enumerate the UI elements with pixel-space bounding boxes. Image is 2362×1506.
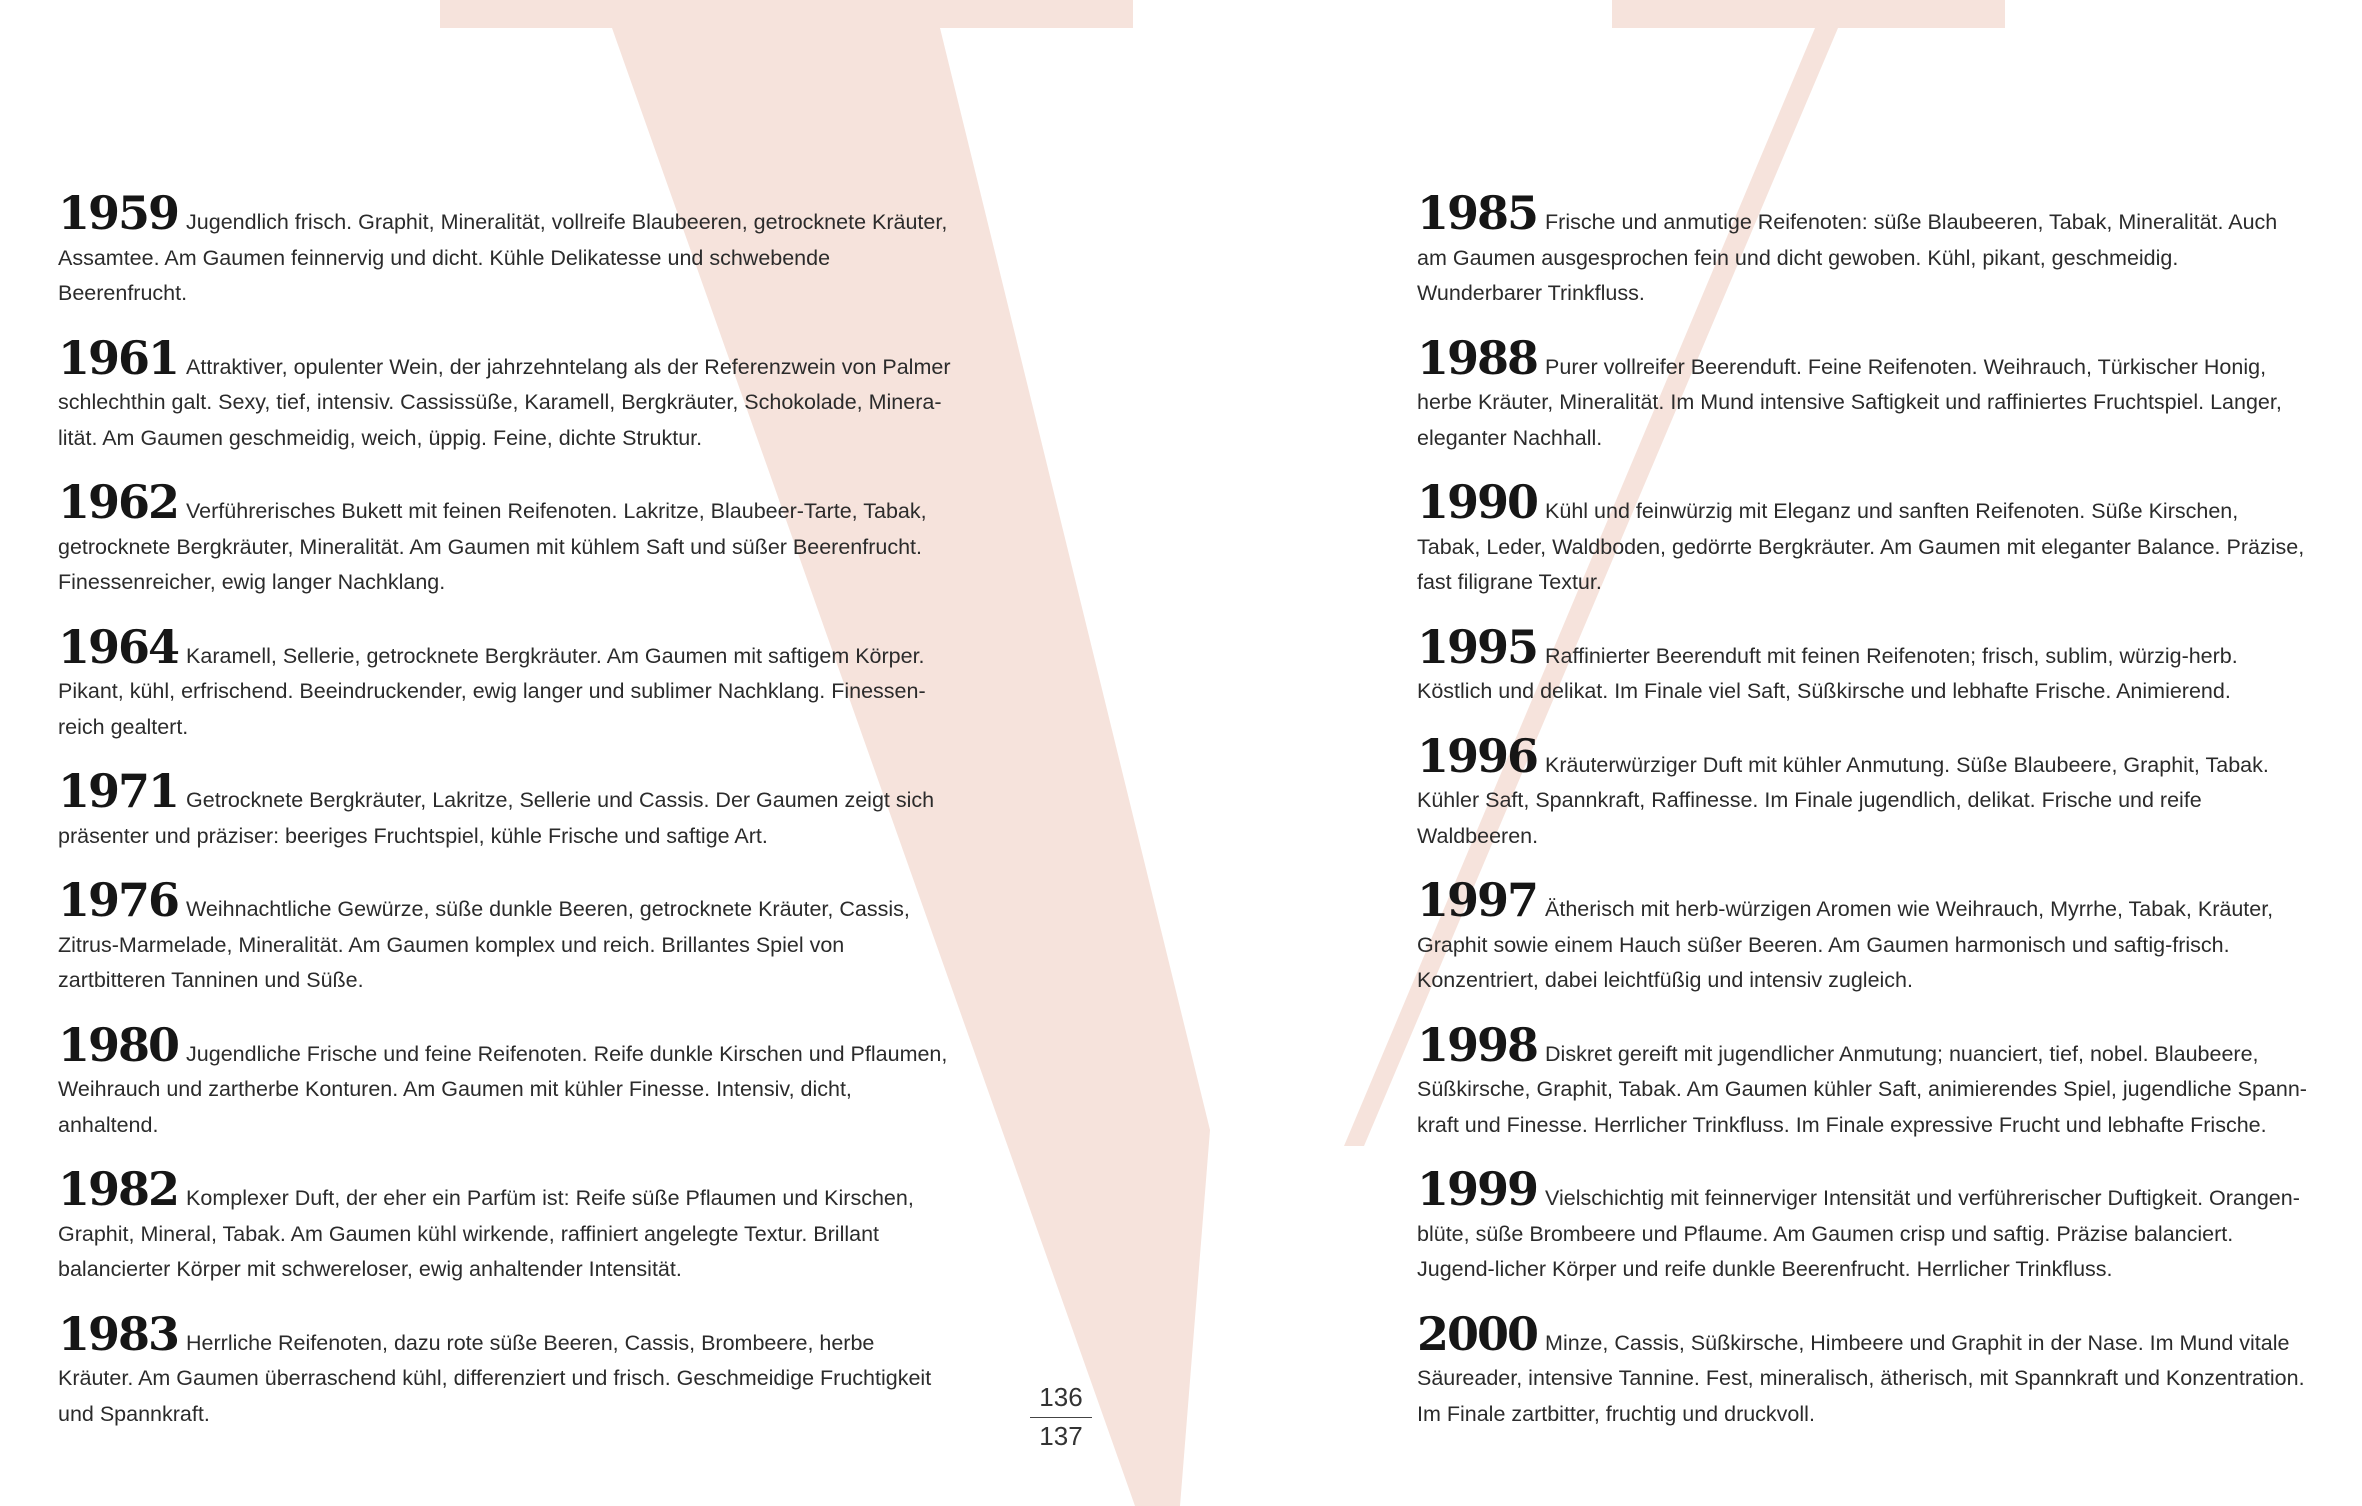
vintage-year: 1999 bbox=[1417, 1162, 1538, 1216]
right-page-column bbox=[1417, 186, 2307, 1461]
tasting-note: Minze, Cassis, Süßkirsche, Himbeere und Graphit in der Nase. Im Mund vitale Säureader, intensive Tannine. Fest, mineralisch, ätherisch, mit Spannkraft und Konzentration. Im Finale zartbitter, fruchtig und druckvoll. bbox=[1417, 1330, 2305, 1426]
vintage-year: 1961 bbox=[58, 330, 179, 385]
vintage-entry bbox=[1417, 873, 2307, 999]
tasting-note: Diskret gereift mit jugendlicher Anmutung; nuanciert, tief, nobel. Blaubeere, Süßkirsche, Graphit, Tabak. Am Gaumen kühler Saft, animierendes Spiel, jugendliche Spann-kraft und Finesse. Herrlicher Trinkfluss. Im Finale expressive Frucht und lebhafte Frische. bbox=[1417, 1041, 2307, 1137]
vintage-year: 1959 bbox=[58, 186, 179, 240]
tasting-note: Herrliche Reifenoten, dazu rote süße Beeren, Cassis, Brombeere, herbe Kräuter. Am Gaumen überraschend kühl, differenziert und frisch. Geschmeidige Fruchtigkeit und Spannkraft. bbox=[58, 1330, 932, 1426]
vintage-year: 1995 bbox=[1417, 619, 1538, 674]
tasting-note: Attraktiver, opulenter Wein, der jahrzehntelang als der Referenzwein von Palmer schlechthin galt. Sexy, tief, intensiv. Cassissüße, Karamell, Bergkräuter, Schokolade, Minera-lität. Am Gaumen geschmeidig, weich, üppig. Feine, dichte Struktur. bbox=[58, 354, 951, 450]
letter-v-left-serif bbox=[440, 0, 1133, 28]
vintage-entry bbox=[58, 186, 953, 312]
tasting-note: Frische und anmutige Reifenoten: süße Blaubeeren, Tabak, Mineralität. Auch am Gaumen ausgesprochen fein und dicht gewoben. Kühl, pikant, geschmeidig. Wunderbarer Trinkfluss. bbox=[1417, 210, 2278, 305]
tasting-note: Kräuterwürziger Duft mit kühler Anmutung. Süße Blaubeere, Graphit, Tabak. Kühler Saft, Spannkraft, Raffinesse. Im Finale jugendlich, delikat. Frische und reife Waldbeeren. bbox=[1417, 752, 2269, 848]
left-page-column bbox=[58, 186, 953, 1461]
vintage-year: 1997 bbox=[1417, 873, 1538, 927]
vintage-entry bbox=[58, 764, 953, 854]
vintage-entry bbox=[58, 475, 953, 601]
vintage-entry bbox=[1417, 619, 2307, 710]
vintage-year: 1964 bbox=[58, 619, 179, 674]
tasting-note: Ätherisch mit herb-würzigen Aromen wie Weihrauch, Myrrhe, Tabak, Kräuter, Graphit sowie einem Hauch süßer Beeren. Am Gaumen harmonisch und saftig-frisch. Konzentriert, dabei leichtfüßig und intensiv zugleich. bbox=[1417, 897, 2274, 992]
tasting-note: Kühl und feinwürzig mit Eleganz und sanften Reifenoten. Süße Kirschen, Tabak, Leder, Waldboden, gedörrte Bergkräuter. Am Gaumen mit eleganter Balance. Präzise, fast filigrane Textur. bbox=[1417, 499, 2305, 594]
vintage-entry bbox=[1417, 1017, 2307, 1144]
vintage-entry bbox=[1417, 728, 2307, 855]
vintage-year: 1985 bbox=[1417, 186, 1538, 240]
tasting-note: Jugendliche Frische und feine Reifenoten. Reife dunkle Kirschen und Pflaumen, Weihrauch und zartherbe Konturen. Am Gaumen mit kühler Finesse. Intensiv, dicht, anhaltend. bbox=[58, 1041, 948, 1137]
vintage-entry bbox=[58, 1162, 953, 1288]
vintage-year: 1998 bbox=[1417, 1017, 1538, 1072]
tasting-note: Verführerisches Bukett mit feinen Reifenoten. Lakritze, Blaubeer-Tarte, Tabak, getrocknete Bergkräuter, Mineralität. Am Gaumen mit kühlem Saft und süßer Beerenfrucht. Finessenreicher, ewig langer Nachklang. bbox=[58, 499, 927, 594]
tasting-note: Vielschichtig mit feinnerviger Intensität und verführerischer Duftigkeit. Orangen-blüte, süße Brombeere und Pflaume. Am Gaumen crisp und saftig. Präzise balanciert. Jugend-licher Körper und reife dunkle Beerenfrucht. Herrlicher Trinkfluss. bbox=[1417, 1186, 2300, 1281]
vintage-entry bbox=[1417, 1306, 2307, 1433]
vintage-year: 1962 bbox=[58, 475, 179, 529]
vintage-year: 1982 bbox=[58, 1162, 179, 1216]
vintage-entry bbox=[58, 619, 953, 746]
vintage-year: 1983 bbox=[58, 1306, 179, 1361]
vintage-entry bbox=[1417, 330, 2307, 457]
vintage-year: 1988 bbox=[1417, 330, 1538, 385]
vintage-entry bbox=[58, 873, 953, 999]
vintage-year: 1980 bbox=[58, 1017, 179, 1072]
tasting-note: Purer vollreifer Beerenduft. Feine Reifenoten. Weihrauch, Türkischer Honig, herbe Kräuter, Mineralität. Im Mund intensive Saftigkeit und raffiniertes Fruchtspiel. Langer, eleganter Nachhall. bbox=[1417, 354, 2282, 450]
tasting-note: Weihnachtliche Gewürze, süße dunkle Beeren, getrocknete Kräuter, Cassis, Zitrus-Marmelade, Mineralität. Am Gaumen komplex und reich. Brillantes Spiel von zartbitteren Tanninen und Süße. bbox=[58, 897, 910, 992]
right-page-number: 137 bbox=[1039, 1421, 1083, 1451]
tasting-note: Raffinierter Beerenduft mit feinen Reifenoten; frisch, sublim, würzig-herb. Köstlich und delikat. Im Finale viel Saft, Süßkirsche und lebhafte Frische. Animierend. bbox=[1417, 643, 2238, 703]
letter-v-right-serif bbox=[1612, 0, 2005, 28]
vintage-entry bbox=[1417, 186, 2307, 312]
left-page-number: 136 bbox=[1039, 1382, 1083, 1412]
vintage-year: 1996 bbox=[1417, 728, 1538, 783]
vintage-entry bbox=[58, 1017, 953, 1144]
vintage-year: 1971 bbox=[58, 764, 179, 818]
page-numbers bbox=[1030, 1382, 1092, 1452]
tasting-note: Jugendlich frisch. Graphit, Mineralität, vollreife Blaubeeren, getrocknete Kräuter, Assamtee. Am Gaumen feinnervig und dicht. Kühle Delikatesse und schwebende Beerenfrucht. bbox=[58, 210, 948, 305]
page-number-divider bbox=[1030, 1417, 1092, 1418]
vintage-year: 1976 bbox=[58, 873, 179, 927]
vintage-year: 2000 bbox=[1417, 1306, 1538, 1361]
vintage-entry bbox=[58, 1306, 953, 1433]
vintage-entry bbox=[58, 330, 953, 457]
tasting-note: Getrocknete Bergkräuter, Lakritze, Sellerie und Cassis. Der Gaumen zeigt sich präsenter und präziser: beeriges Fruchtspiel, kühle Frische und saftige Art. bbox=[58, 788, 935, 848]
vintage-entry bbox=[1417, 475, 2307, 601]
vintage-entry bbox=[1417, 1162, 2307, 1288]
vintage-year: 1990 bbox=[1417, 475, 1538, 529]
tasting-note: Karamell, Sellerie, getrocknete Bergkräuter. Am Gaumen mit saftigem Körper. Pikant, kühl, erfrischend. Beeindruckender, ewig langer und sublimer Nachklang. Finessen-reich gealtert. bbox=[58, 643, 926, 739]
tasting-note: Komplexer Duft, der eher ein Parfüm ist: Reife süße Pflaumen und Kirschen, Graphit, Mineral, Tabak. Am Gaumen kühl wirkende, raffiniert angelegte Textur. Brillant balancierter Körper mit schwereloser, ewig anhaltender Intensität. bbox=[58, 1186, 914, 1281]
